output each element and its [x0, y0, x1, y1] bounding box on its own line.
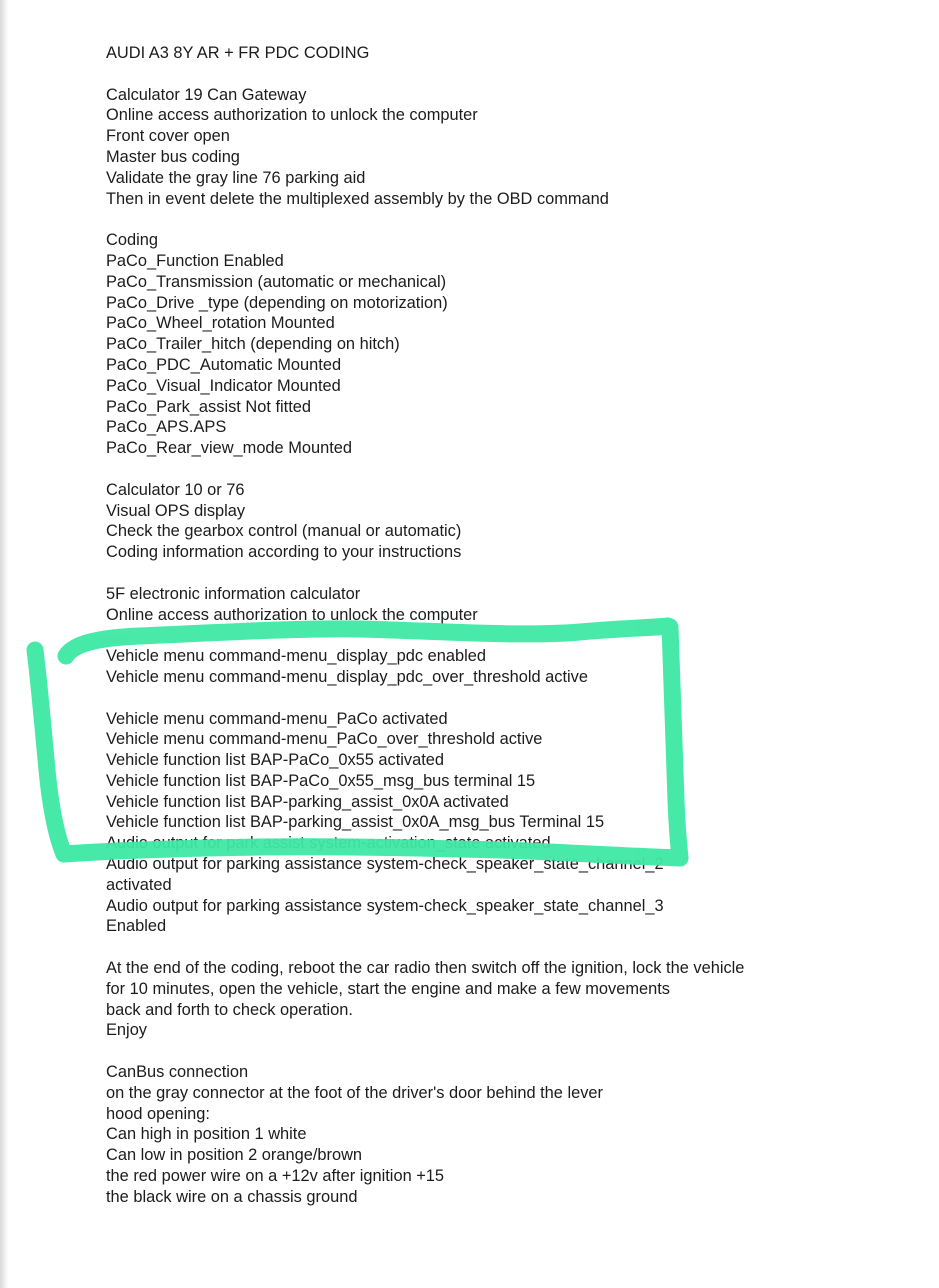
- canbus-heading: CanBus connection: [106, 1063, 249, 1082]
- section-calculator-10: [106, 480, 926, 563]
- section-menu-paco: [106, 709, 926, 938]
- coding-line: PaCo_Rear_view_mode Mounted: [106, 439, 353, 458]
- 5f-line: Online access authorization to unlock the computer: [106, 605, 478, 624]
- calc10-heading: Calculator 10 or 76: [106, 480, 245, 499]
- menu-paco-line: Vehicle function list BAP-parking_assist_0x0A activated: [106, 792, 509, 811]
- gateway-line: Then in event delete the multiplexed assembly by the OBD command: [106, 189, 609, 208]
- blank-line: [106, 625, 926, 646]
- blank-line: [106, 563, 926, 584]
- blank-line: [106, 937, 926, 958]
- coding-line: PaCo_APS.APS: [106, 418, 227, 437]
- coding-line: PaCo_Transmission (automatic or mechanical): [106, 272, 447, 291]
- calc10-line: Check the gearbox control (manual or automatic): [106, 522, 462, 541]
- calc10-line: Visual OPS display: [106, 501, 246, 520]
- end-line: Enjoy: [106, 1021, 148, 1040]
- coding-line: PaCo_Function Enabled: [106, 251, 284, 270]
- end-line: At the end of the coding, reboot the car radio then switch off the ignition, lock the vehicle: [106, 959, 745, 978]
- blank-line: [106, 459, 926, 480]
- coding-line: PaCo_Park_assist Not fitted: [106, 397, 311, 416]
- section-coding: [106, 230, 926, 459]
- gateway-line: Front cover open: [106, 127, 230, 146]
- coding-heading: Coding: [106, 231, 158, 250]
- menu-paco-line: Audio output for parking assistance system-check_speaker_state_channel_2: [106, 855, 664, 874]
- document-title: AUDI A3 8Y AR + FR PDC CODING: [106, 44, 370, 62]
- menu-paco-line: Enabled: [106, 917, 167, 936]
- canbus-line: on the gray connector at the foot of the driver's door behind the lever: [106, 1083, 603, 1102]
- gateway-line: Validate the gray line 76 parking aid: [106, 168, 366, 187]
- coding-line: PaCo_PDC_Automatic Mounted: [106, 355, 342, 374]
- canbus-line: the red power wire on a +12v after ignition +15: [106, 1167, 445, 1186]
- menu-paco-line: Audio output for park assist system-activation_state activated: [106, 834, 551, 853]
- highlighter-stroke-left: [35, 650, 64, 854]
- coding-line: PaCo_Wheel_rotation Mounted: [106, 314, 335, 333]
- section-canbus: [106, 1062, 926, 1208]
- document-body: [106, 43, 926, 1208]
- coding-line: PaCo_Visual_Indicator Mounted: [106, 376, 341, 395]
- menu-paco-line: Vehicle function list BAP-PaCo_0x55 activated: [106, 751, 445, 770]
- menu-paco-line: Vehicle menu command-menu_PaCo_over_threshold active: [106, 730, 543, 749]
- gateway-line: Master bus coding: [106, 147, 240, 166]
- blank-line: [106, 688, 926, 709]
- section-5f: [106, 584, 926, 626]
- coding-line: PaCo_Drive _type (depending on motorization): [106, 293, 448, 312]
- menu-paco-line: Vehicle function list BAP-PaCo_0x55_msg_bus terminal 15: [106, 771, 536, 790]
- menu-pdc-line: Vehicle menu command-menu_display_pdc enabled: [106, 647, 486, 666]
- canbus-line: the black wire on a chassis ground: [106, 1187, 358, 1206]
- end-line: back and forth to check operation.: [106, 1000, 353, 1019]
- blank-line: [106, 209, 926, 230]
- section-gateway: [106, 85, 926, 210]
- canbus-line: Can low in position 2 orange/brown: [106, 1146, 363, 1165]
- 5f-heading: 5F electronic information calculator: [106, 584, 361, 603]
- calc10-line: Coding information according to your instructions: [106, 543, 462, 562]
- section-menu-pdc: [106, 646, 926, 688]
- menu-paco-line: Vehicle menu command-menu_PaCo activated: [106, 709, 448, 728]
- blank-line: [106, 1041, 926, 1062]
- canbus-line: hood opening:: [106, 1104, 210, 1123]
- canbus-line: Can high in position 1 white: [106, 1125, 307, 1144]
- menu-paco-line: activated: [106, 875, 172, 894]
- gateway-line: Calculator 19 Can Gateway: [106, 85, 307, 104]
- coding-line: PaCo_Trailer_hitch (depending on hitch): [106, 335, 400, 354]
- end-line: for 10 minutes, open the vehicle, start the engine and make a few movements: [106, 979, 670, 998]
- menu-pdc-line: Vehicle menu command-menu_display_pdc_over_threshold active: [106, 667, 588, 686]
- blank-line: [106, 64, 926, 85]
- section-end: [106, 958, 926, 1041]
- menu-paco-line: Audio output for parking assistance system-check_speaker_state_channel_3: [106, 896, 664, 915]
- gateway-line: Online access authorization to unlock the computer: [106, 106, 478, 125]
- menu-paco-line: Vehicle function list BAP-parking_assist_0x0A_msg_bus Terminal 15: [106, 813, 605, 832]
- page-edge-shadow: [0, 0, 8, 1288]
